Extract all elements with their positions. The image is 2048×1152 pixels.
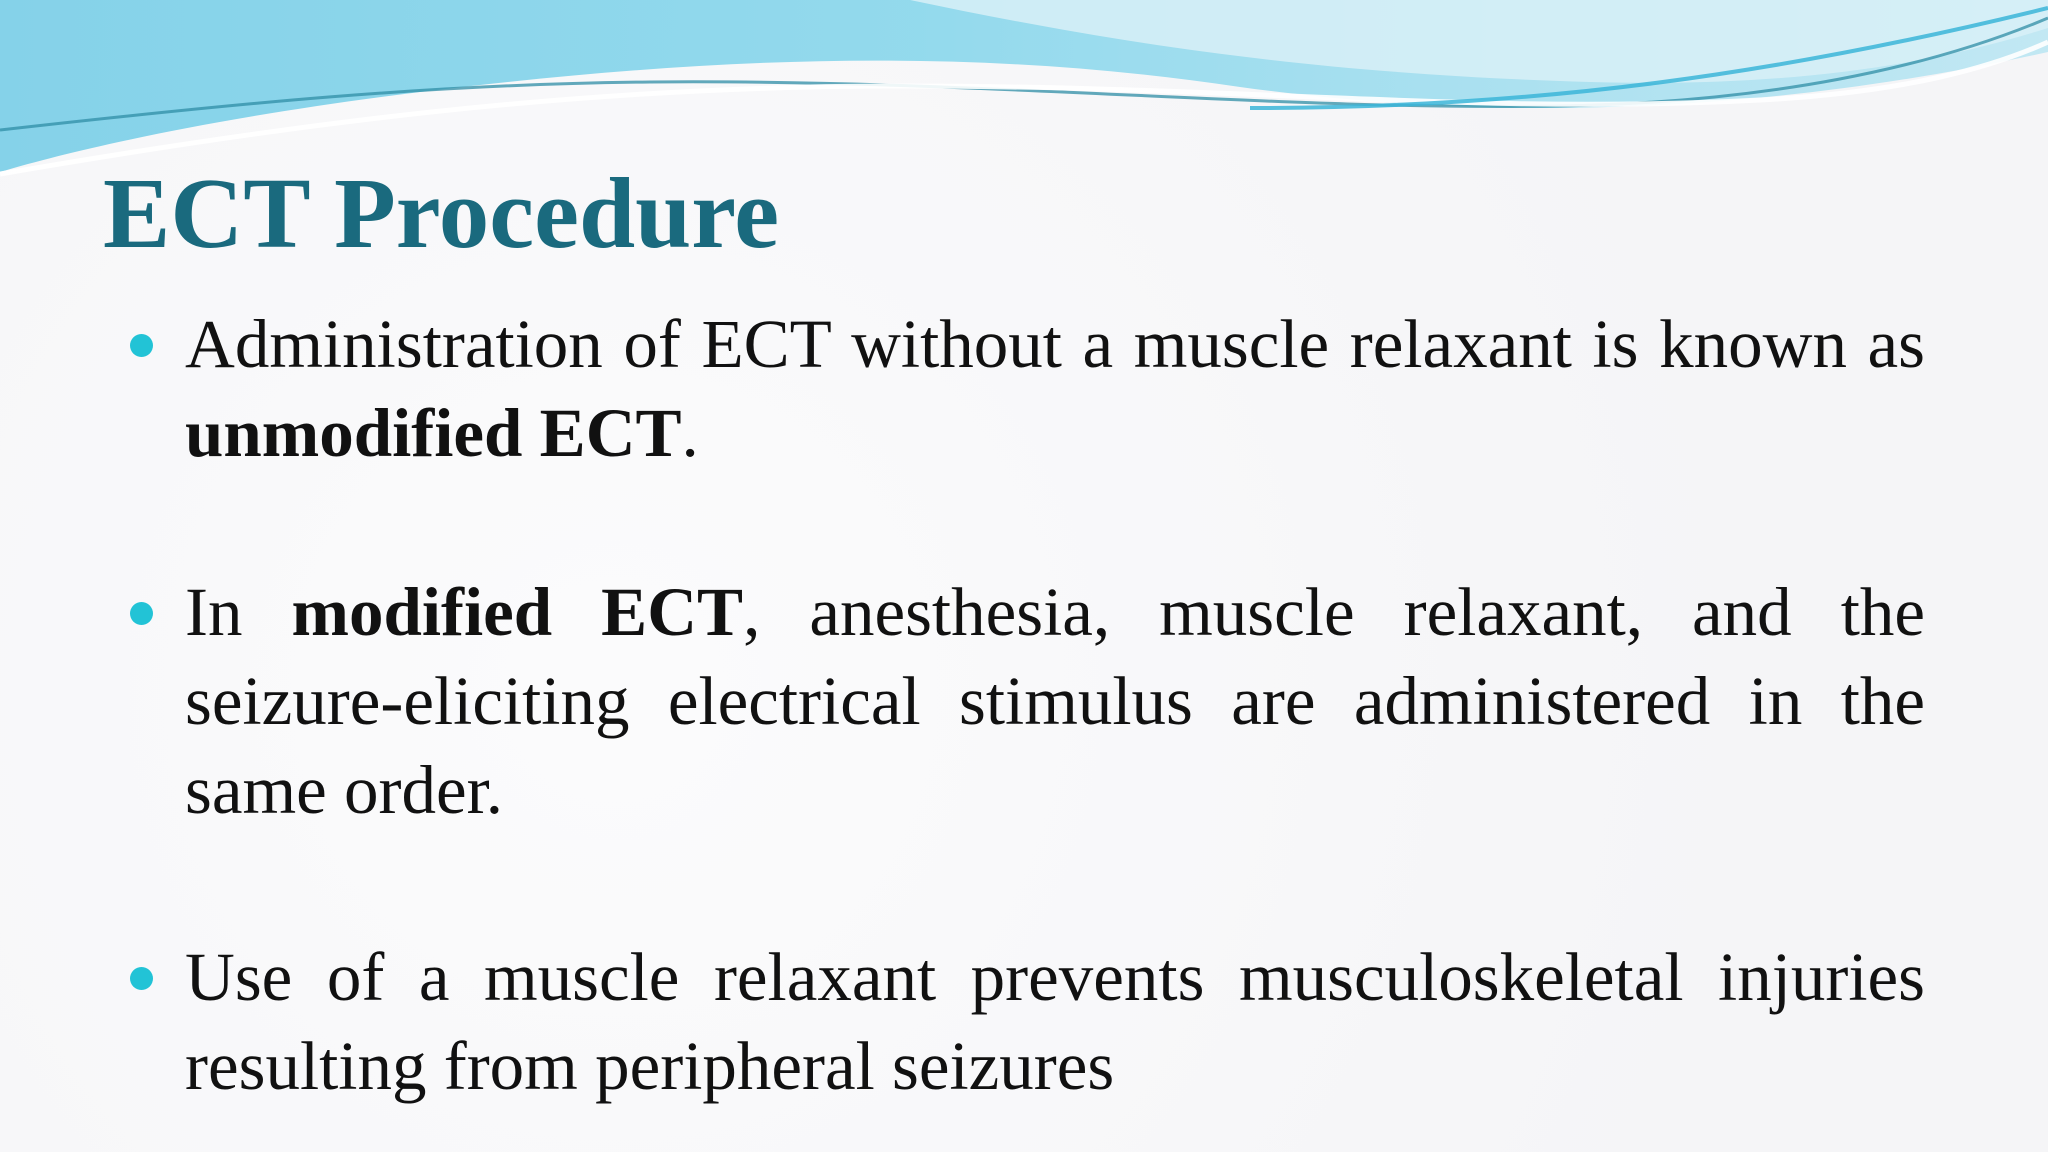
bullet-text: Use of a muscle relaxant prevents musculoskeletal injuries resulting from peripheral seizures [185,939,1925,1104]
slide-title: ECT Procedure [103,157,780,269]
bullet-list [130,300,1925,1111]
bullet-text-tail: , anesthesia, muscle relaxant, and the seizure-eliciting electrical stimulus are administered in the same order. [185,574,1925,828]
bullet-text: In [185,574,292,650]
bullet-dot-icon [130,334,153,357]
bullet-text-tail: . [681,395,699,471]
bullet-item [130,300,1925,478]
bullet-item [130,933,1925,1111]
bullet-emphasis: unmodified ECT [185,395,682,471]
bullet-emphasis: modified ECT [291,574,744,650]
bullet-dot-icon [130,967,153,990]
bullet-text: Administration of ECT without a muscle relaxant is known as [185,306,1925,382]
bullet-dot-icon [130,602,153,625]
bullet-item [130,568,1925,835]
